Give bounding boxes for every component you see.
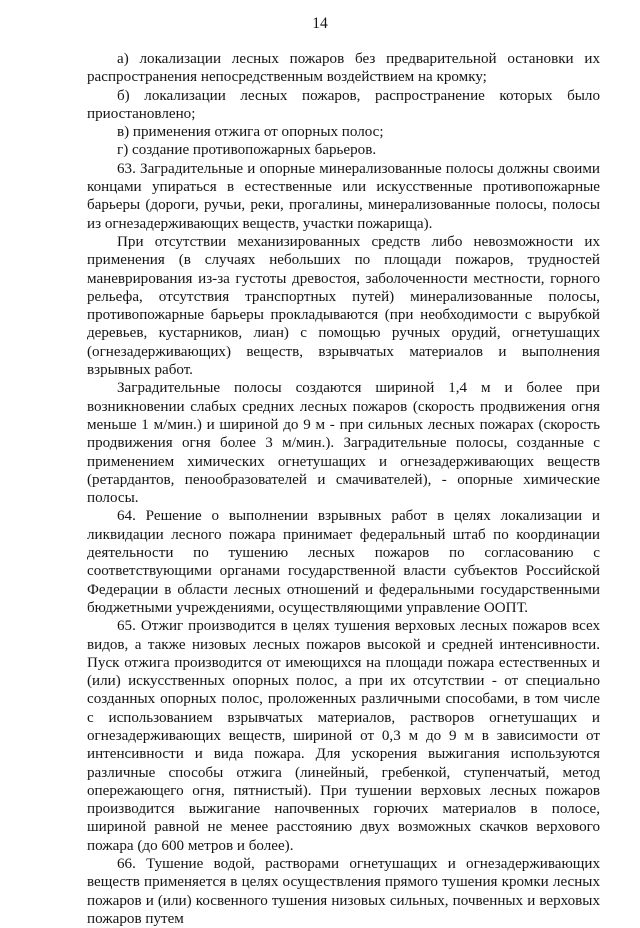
paragraph-item-v: в) применения отжига от опорных полос; [117,124,384,141]
paragraph-item-a: а) локализации лесных пожаров без предварительной остановки их распространения непосредственным воздействием на кромку; [87,51,600,86]
paragraph-64: 64. Решение о выполнении взрывных работ в целях локализации и ликвидации лесного пожара принимает федеральный штаб по координации деятельности по тушению лесных пожаров по согласованию с соответствующими органами государственной власти субъектов Российской Федерации в области лесных отношений и федеральными государственными бюджетными учреждениями, осуществляющими управление ООПТ. [87,508,600,616]
paragraph-barrier-strips: Заградительные полосы создаются шириной 1,4 м и более при возникновении слабых средних лесных пожаров (скорость продвижения огня меньше 1 м/мин.) и шириной до 9 м - при сильных лесных пожарах (скорость продвижения огня более 3 м/мин.). Заградительные полосы, созданные с применением химических огнетушащих и огнезадерживающих веществ (ретардантов, пенообразователей и смачивателей), - опорные химические полосы. [87,380,600,507]
page-number: 14 [312,15,328,32]
paragraph-item-b: б) локализации лесных пожаров, распространение которых было приостановлено; [87,87,600,122]
paragraph-manual-tools: При отсутствии механизированных средств либо невозможности их применения (в случаях небольших по площади пожаров, трудностей маневрирования из-за густоты древостоя, заболоченности местности, горного рельефа, отсутствия транспортных путей) минерализованные полосы, противопожарные барьеры прокладываются (при необходимости с вырубкой деревьев, кустарников, лиан) с помощью ручных орудий, огнетушащих (огнезадерживающих) веществ, взрывчатых материалов и выполнения взрывных работ. [87,233,600,379]
paragraph-63: 63. Заградительные и опорные минерализованные полосы должны своими концами упираться в естественные или искусственные противопожарные барьеры (дороги, ручьи, реки, прогалины, минерализованные полосы, полосы из огнезадерживающих веществ, участки пожарища). [87,160,600,232]
document-body [87,50,600,928]
paragraph-65: 65. Отжиг производится в целях тушения верховых лесных пожаров всех видов, а также низовых лесных пожаров высокой и средней интенсивности. Пуск отжига производится от имеющихся на площади пожара естественных и (или) искусственных опорных полос, а при их отсутствии - от специально созданных опорных полос, проложенных различными способами, в том числе с использованием взрывчатых материалов, растворов огнетушащих и огнезадерживающих веществ, шириной от 0,3 м до 9 м в зависимости от интенсивности и вида пожара. Для ускорения выжигания используются различные способы отжига (линейный, гребенкой, ступенчатый, метод опережающего огня, пятнистый). При тушении верховых лесных пожаров производится выжигание напочвенных горючих материалов в полосе, шириной равной не менее расстоянию двух возможных скачков верхового пожара (до 600 метров и более). [87,618,600,854]
paragraph-66: 66. Тушение водой, растворами огнетушащих и огнезадерживающих веществ применяется в целях осуществления прямого тушения кромки лесных пожаров и (или) косвенного тушения низовых сильных, почвенных и верховых пожаров путем [87,856,600,927]
paragraph-item-g: г) создание противопожарных барьеров. [117,142,377,159]
